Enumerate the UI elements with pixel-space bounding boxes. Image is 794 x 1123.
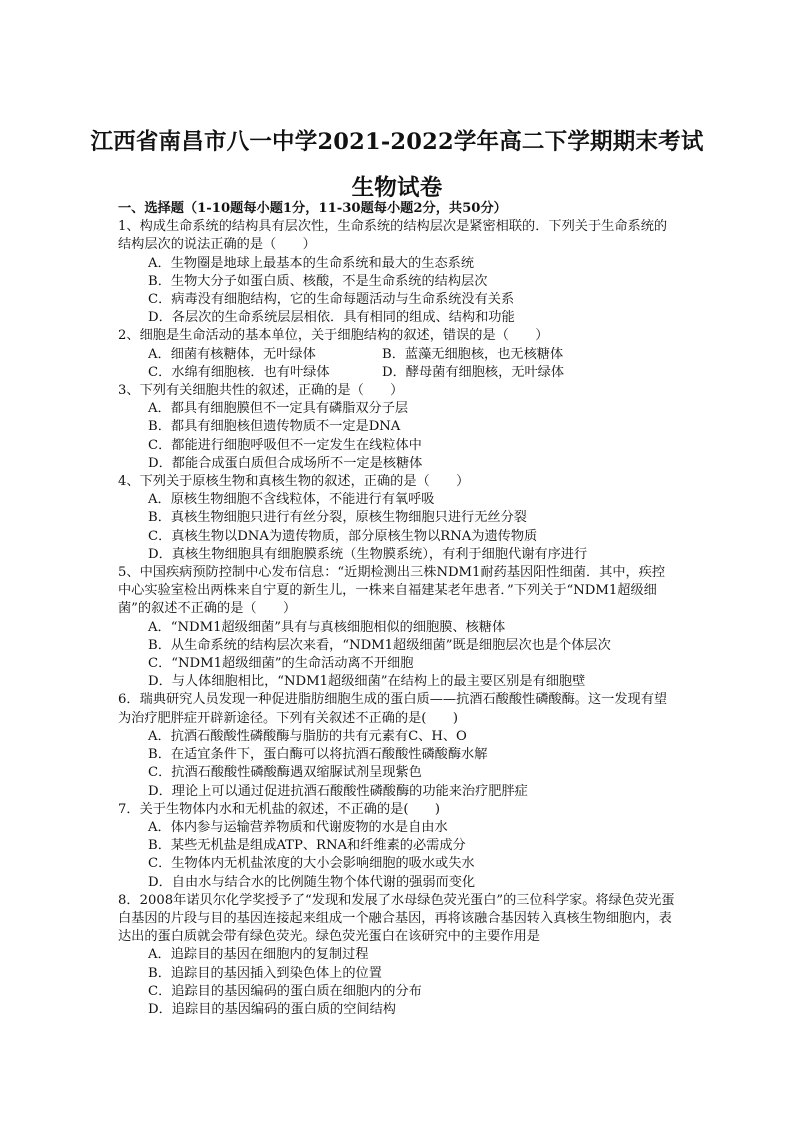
question-1-option-a: A．生物圈是地球上最基本的生命系统和最大的生态系统 [148,255,475,271]
question-4-option-c: C．真核生物以DNA为遗传物质，部分原核生物以RNA为遗传物质 [148,528,538,544]
question-1-option-d: D．各层次的生命系统层层相依．具有相同的组成、结构和功能 [148,310,515,326]
question-8-option-a: A．追踪目的基因在细胞内的复制过程 [148,947,369,963]
question-5-option-c: C．“NDM1超级细菌”的生命活动离不开细胞 [148,656,414,672]
question-2-option-a: A．细菌有核糖体，无叶绿体 [148,346,316,362]
question-1-stem: 1、构成生命系统的结构具有层次性，生命系统的结构层次是紧密相联的．下列关于生命系统的结构层次的说法正确的是（ ） [118,219,668,253]
exam-body [118,200,678,1019]
question-2-stem: 2、细胞是生命活动的基本单位，关于细胞结构的叙述，错误的是（ ） [118,328,549,344]
question-1-option-c: C．病毒没有细胞结构，它的生命每题活动与生命系统没有关系 [148,292,515,308]
question-2-option-c: C．水绵有细胞核．也有叶绿体 [148,364,330,380]
question-2-option-b: B．蓝藻无细胞核，也无核糖体 [382,346,564,362]
question-3-option-d: D．都能合成蛋白质但合成场所不一定是核糖体 [148,455,423,471]
question-3-option-b: B．都具有细胞核但遗传物质不一定是DNA [148,419,401,435]
exam-title: 江西省南昌市八一中学2021-2022学年高二下学期期末考试 [90,129,704,155]
question-4-option-a: A．原核生物细胞不含线粒体，不能进行有氧呼吸 [148,492,435,508]
question-6-option-b: B．在适宜条件下，蛋白酶可以将抗酒石酸酸性磷酸酶水解 [148,747,488,763]
question-5-option-b: B．从生命系统的结构层次来看，“NDM1超级细菌”既是细胞层次也是个体层次 [148,637,611,653]
question-4-option-b: B．真核生物细胞只进行有丝分裂，原核生物细胞只进行无丝分裂 [148,510,527,526]
question-6-option-a: A．抗酒石酸酸性磷酸酶与脂肪的共有元素有C、H、O [148,728,467,744]
question-8-option-c: C．追踪目的基因编码的蛋白质在细胞内的分布 [148,983,422,999]
question-3-option-a: A．都具有细胞膜但不一定具有磷脂双分子层 [148,401,409,417]
section-heading: 一、选择题（1-10题每小题1分，11-30题每小题2分，共50分） [118,201,507,216]
question-4-option-d: D．真核生物细胞具有细胞膜系统（生物膜系统），有利于细胞代谢有序进行 [148,546,588,562]
exam-subtitle: 生物试卷 [351,175,443,201]
question-8-option-b: B．追踪目的基因插入到染色体上的位置 [148,965,382,981]
question-4-stem: 4、下列关于原核生物和真核生物的叙述，正确的是（ ） [118,474,470,490]
question-2-option-d: D．酵母菌有细胞核，无叶绿体 [382,364,565,380]
question-7-option-d: D．自由水与结合水的比例随生物个体代谢的强弱而变化 [148,874,476,890]
question-8-stem: 8．2008年诺贝尔化学奖授予了“发现和发展了水母绿色荧光蛋白”的三位科学家。将绿色荧光蛋白基因的片段与目的基因连接起来组成一个融合基因，再将该融合基因转入真核生物细胞内，表达出的蛋白质就会带有绿色荧光。绿色荧光蛋白在该研究中的主要作用是 [118,892,675,945]
question-7-stem: 7．关于生物体内水和无机盐的叙述，不正确的是( ) [118,801,440,817]
question-2-options-row-2 [118,364,678,382]
question-7-option-a: A．体内参与运输营养物质和代谢废物的水是自由水 [148,819,448,835]
question-1-option-b: B．生物大分子如蛋白质、核酸，不是生命系统的结构层次 [148,273,488,289]
question-5-option-a: A．“NDM1超级细菌”具有与真核细胞相似的细胞膜、核糖体 [148,619,506,635]
question-5-stem: 5、中国疾病预防控制中心发布信息：“近期检测出三株NDM1耐药基因阳性细菌．其中，疾控中心实验室检出两株来自宁夏的新生儿，一株来自福建某老年患者．”下列关于“NDM1超级细菌”的叙述不正确的是（ ） [118,565,666,617]
question-7-option-c: C．生物体内无机盐浓度的大小会影响细胞的吸水或失水 [148,856,475,872]
question-7-option-b: B．某些无机盐是组成ATP、RNA和纤维素的必需成分 [148,838,466,854]
question-3-option-c: C．都能进行细胞呼吸但不一定发生在线粒体中 [148,437,422,453]
question-6-option-d: D．理论上可以通过促进抗酒石酸酸性磷酸酶的功能来治疗肥胖症 [148,783,528,799]
question-2-options-row-1 [118,346,678,364]
question-8-option-d: D．追踪目的基因编码的蛋白质的空间结构 [148,1001,396,1017]
question-6-option-c: C．抗酒石酸酸性磷酸酶遇双缩脲试剂呈现紫色 [148,765,422,781]
question-3-stem: 3、下列有关细胞共性的叙述，正确的是（ ） [118,383,404,399]
question-5-option-d: D．与人体细胞相比，“NDM1超级细菌”在结构上的最主要区别是有细胞壁 [148,674,586,690]
question-6-stem: 6．瑞典研究人员发现一种促进脂肪细胞生成的蛋白质——抗酒石酸酸性磷酸酶。这一发现有望为治疗肥胖症开辟新途径。下列有关叙述不正确的是( ) [118,692,668,726]
